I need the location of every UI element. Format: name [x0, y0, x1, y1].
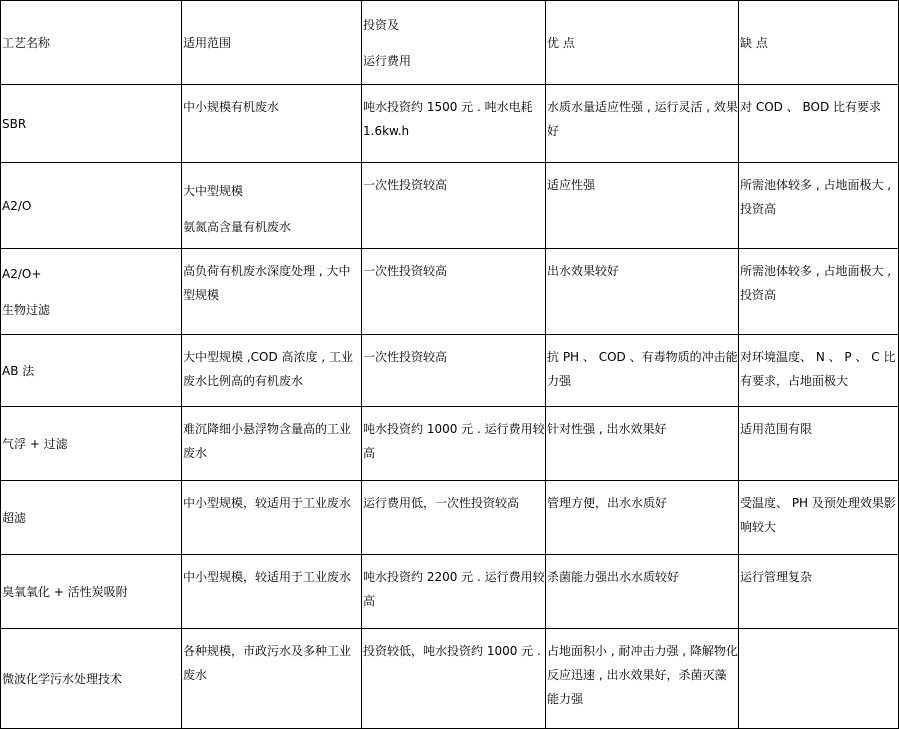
cell-process-name: [1, 249, 182, 335]
table-row: [1, 249, 899, 335]
cell-scope: [182, 163, 362, 249]
cell-text: 杀菌能力强出水水质较好: [547, 570, 680, 584]
cell-pros: [546, 555, 739, 629]
cell-text: 管理方便，出水水质好: [547, 496, 668, 510]
cell-cost: [362, 555, 546, 629]
cell-text: 氨氮高含量有机废水: [183, 220, 292, 234]
cell-text: 超滤: [2, 510, 27, 525]
cell-scope: [182, 335, 362, 407]
cell-text: AB 法: [2, 363, 35, 378]
header-cost: 投资及 运行费用: [362, 1, 546, 85]
cell-text: 一次性投资较高: [363, 178, 448, 192]
cell-text: 吨水投资约 1500 元 . 吨水电耗 1.6kw.h: [363, 100, 533, 138]
table-row: [1, 85, 899, 163]
cell-scope: [182, 85, 362, 163]
cell-text: 适用范围有限: [740, 422, 813, 436]
cell-pros: [546, 249, 739, 335]
cell-text: 出水效果较好: [547, 264, 620, 278]
cell-process-name: [1, 555, 182, 629]
cell-text: 适应性强: [547, 178, 596, 192]
header-row: [1, 1, 899, 85]
cell-text: 吨水投资约 2200 元 . 运行费用较高: [363, 570, 545, 608]
cell-pros: [546, 629, 739, 729]
cell-cost: [362, 85, 546, 163]
cell-pros: [546, 85, 739, 163]
cell-text: 所需池体较多 , 占地面极大 , 投资高: [740, 264, 892, 302]
cell-text: 大中型规模 ,COD 高浓度 , 工业废水比例高的有机废水: [183, 350, 353, 388]
cell-cons: [739, 555, 899, 629]
header-cons: 缺 点: [739, 1, 899, 85]
cell-process-name: [1, 163, 182, 249]
cell-text: 难沉降细小悬浮物含量高的工业废水: [183, 422, 352, 460]
cell-text: 受温度、 PH 及预处理效果影响较大: [740, 496, 896, 534]
cell-text: 微波化学污水处理技术: [2, 671, 123, 686]
cell-text: 中小型规模，较适用于工业废水: [183, 570, 352, 584]
cell-scope: [182, 555, 362, 629]
cell-cost: [362, 335, 546, 407]
cell-cost: [362, 249, 546, 335]
cell-cost: [362, 163, 546, 249]
cell-cost: [362, 629, 546, 729]
cell-cons: [739, 85, 899, 163]
table-row: [1, 629, 899, 729]
cell-cost: [362, 481, 546, 555]
cell-pros: [546, 335, 739, 407]
header-scope: 适用范围: [182, 1, 362, 85]
cell-text: 对 COD 、 BOD 比有要求: [740, 100, 882, 114]
cell-process-name: [1, 629, 182, 729]
cell-text: 水质水量适应性强 , 运行灵活 , 效果好: [547, 100, 738, 138]
cell-scope: [182, 481, 362, 555]
cell-scope: [182, 629, 362, 729]
cell-text: 运行管理复杂: [740, 570, 813, 584]
cell-text: 中小规模有机废水: [183, 100, 280, 114]
cell-text: 一次性投资较高: [363, 350, 448, 364]
cell-text: 抗 PH 、 COD 、有毒物质的冲击能力强: [547, 350, 738, 388]
cell-pros: [546, 163, 739, 249]
cell-text: A2/O: [2, 198, 32, 213]
table-row: [1, 481, 899, 555]
cell-cons: [739, 629, 899, 729]
cell-text: 对环境温度、 N 、 P 、 C 比有要求，占地面极大: [740, 350, 896, 388]
cell-text: A2/O+: [2, 266, 42, 281]
cell-cost: [362, 407, 546, 481]
cell-cons: [739, 407, 899, 481]
cell-text: 所需池体较多 , 占地面极大 , 投资高: [740, 178, 892, 216]
cell-process-name: [1, 407, 182, 481]
cell-text: 一次性投资较高: [363, 264, 448, 278]
cell-text: 高负荷有机废水深度处理 , 大中型规模: [183, 264, 351, 302]
cell-text: 大中型规模: [183, 184, 244, 198]
cell-text: 吨水投资约 1000 元 . 运行费用较高: [363, 422, 545, 460]
table-row: [1, 407, 899, 481]
cell-process-name: [1, 85, 182, 163]
header-pros: 优 点: [546, 1, 739, 85]
cell-text: SBR: [2, 116, 27, 131]
cell-process-name: [1, 481, 182, 555]
cell-process-name: [1, 335, 182, 407]
cell-text: 投资较低，吨水投资约 1000 元 .: [363, 644, 541, 658]
cell-text: 生物过滤: [2, 302, 51, 317]
cell-text: 运行费用低，一次性投资较高: [363, 496, 520, 510]
cell-text: 臭氧氧化 + 活性炭吸附: [2, 584, 128, 599]
cell-text: 各种规模，市政污水及多种工业废水: [183, 644, 352, 682]
table-row: [1, 163, 899, 249]
header-process-name: 工艺名称: [1, 1, 182, 85]
cell-pros: [546, 481, 739, 555]
cell-cons: [739, 335, 899, 407]
cell-text: 占地面积小 , 耐冲击力强 , 降解物化反应迅速 , 出水效果好，杀菌灭藻能力强: [547, 644, 738, 706]
cell-text: 气浮 + 过滤: [2, 436, 68, 451]
cell-cons: [739, 249, 899, 335]
cell-cons: [739, 481, 899, 555]
cell-cons: [739, 163, 899, 249]
cell-text: 中小型规模，较适用于工业废水: [183, 496, 352, 510]
cell-scope: [182, 249, 362, 335]
table-row: [1, 335, 899, 407]
table-row: [1, 555, 899, 629]
cell-scope: [182, 407, 362, 481]
cell-pros: [546, 407, 739, 481]
cell-text: 针对性强 , 出水效果好: [547, 422, 667, 436]
